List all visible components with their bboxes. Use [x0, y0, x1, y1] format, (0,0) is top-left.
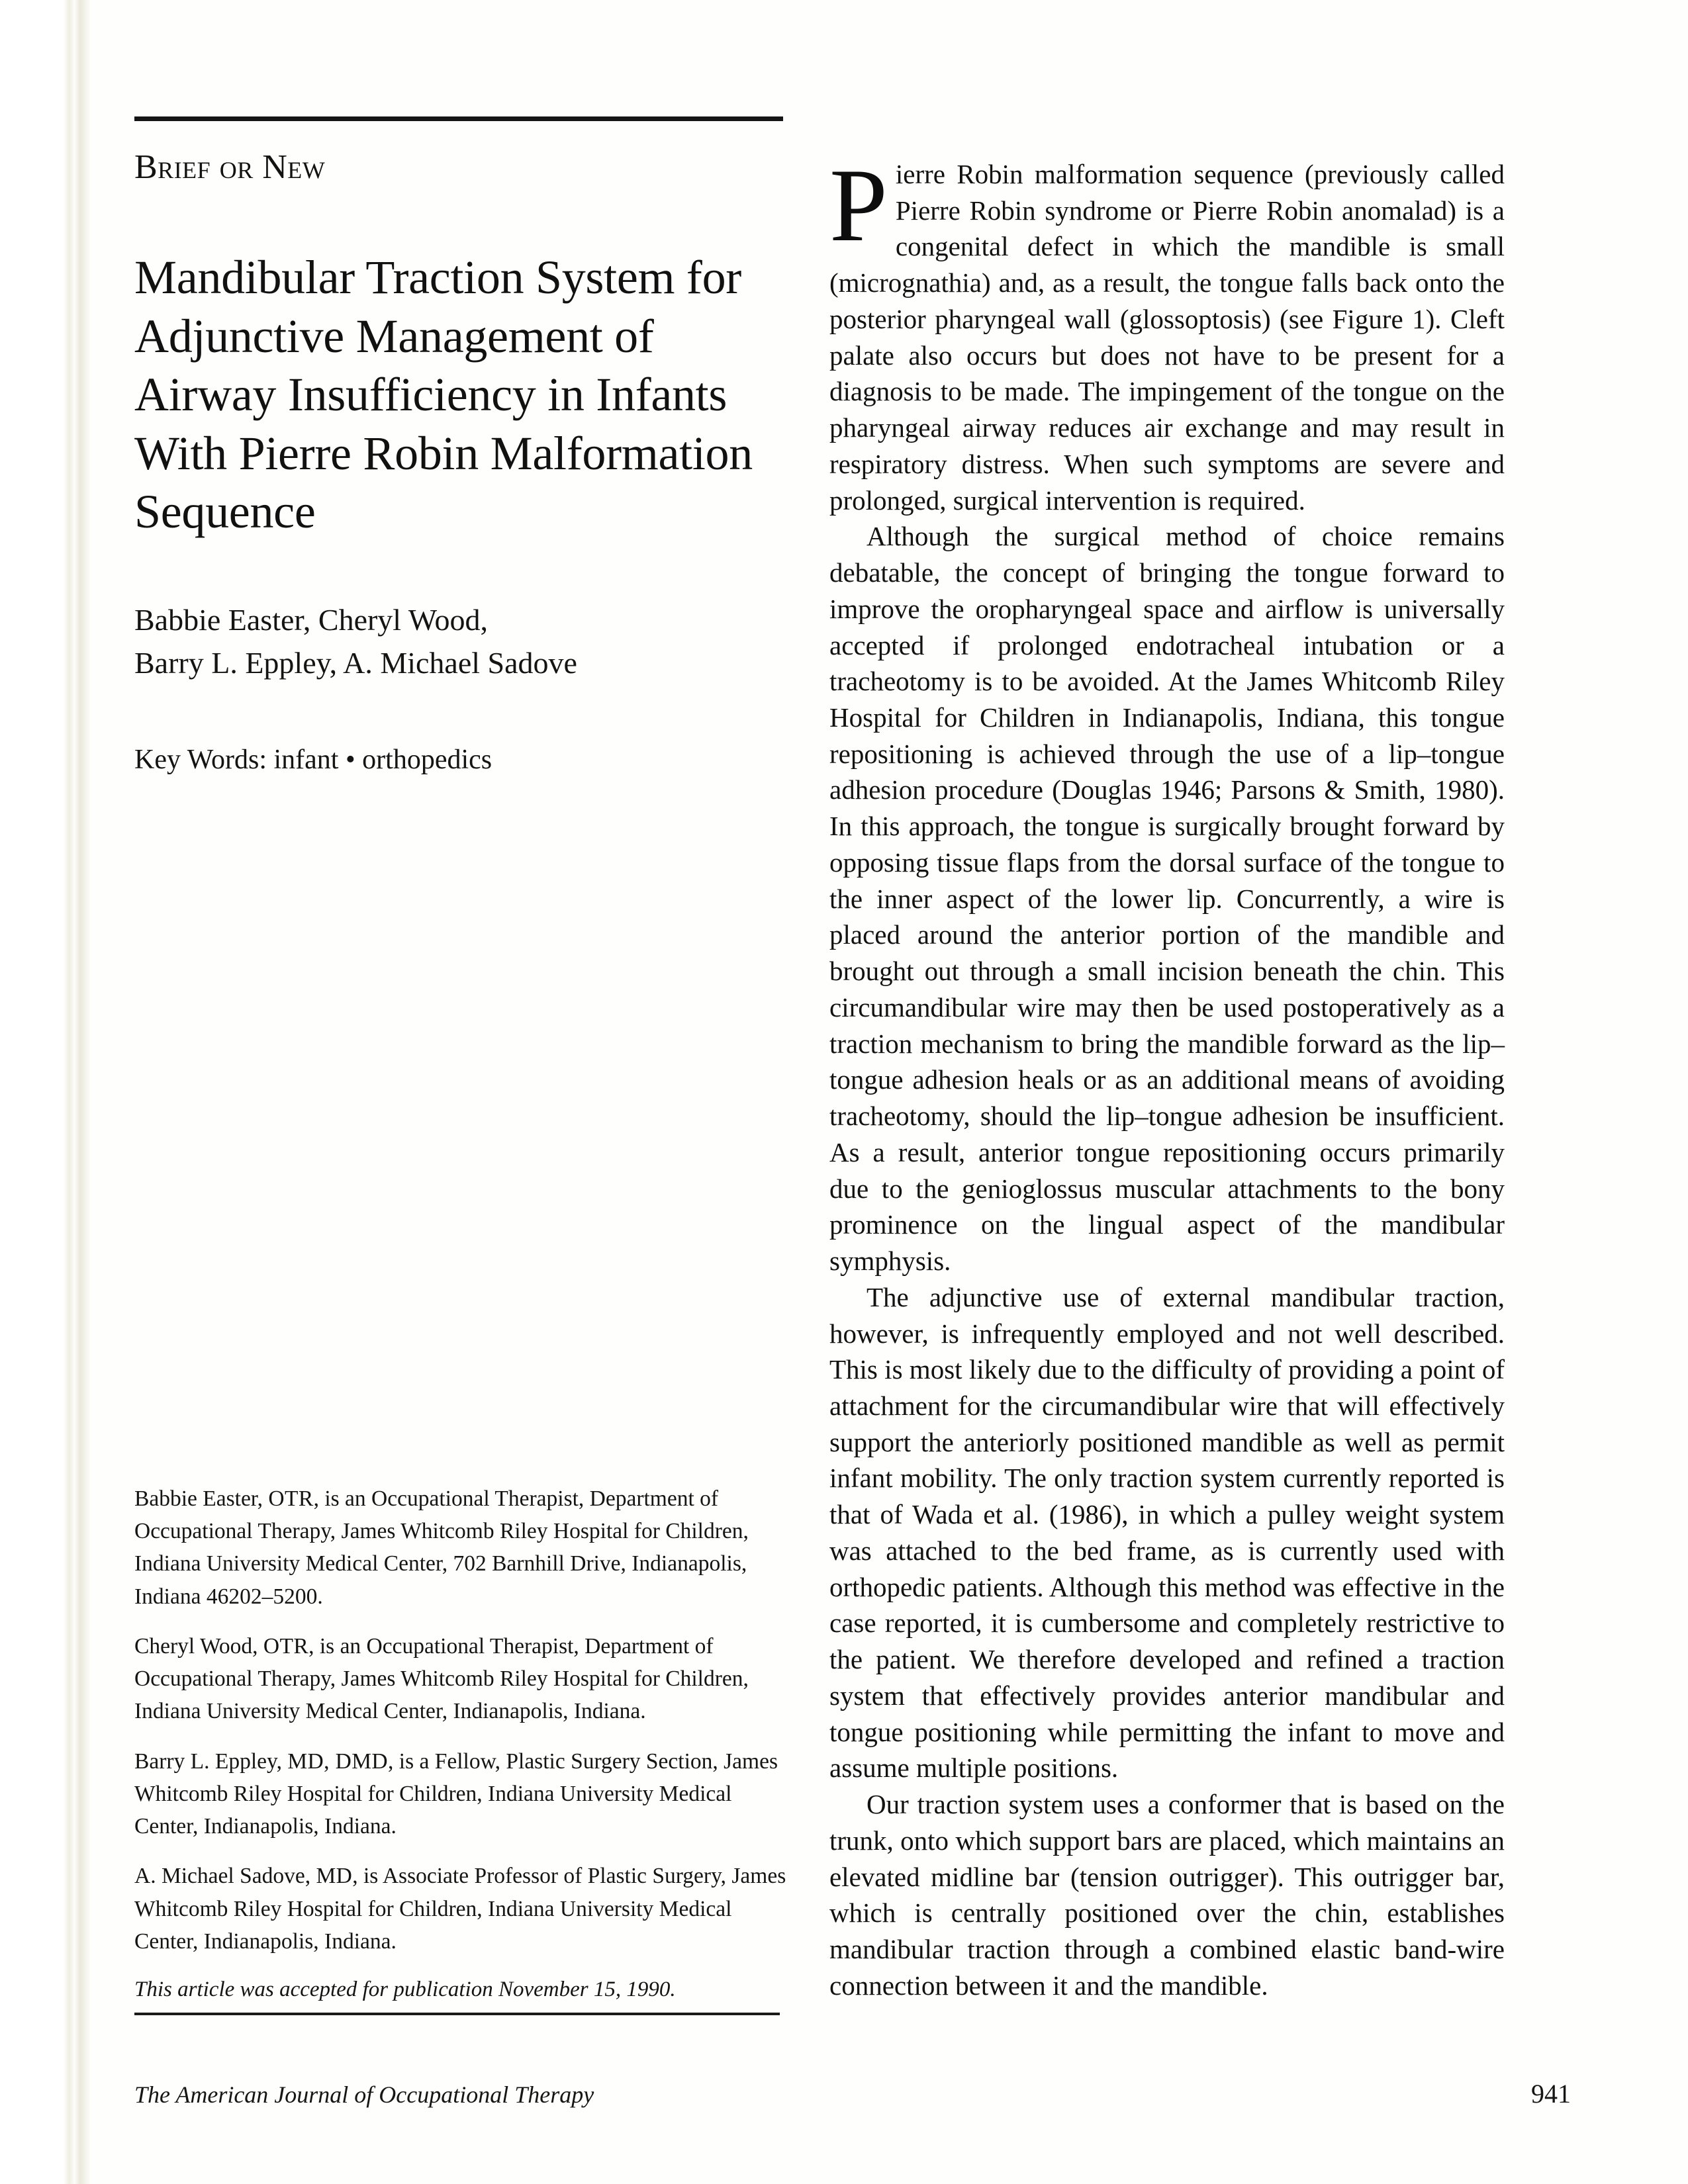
- footnote-credentials: MD, DMD: [287, 1749, 389, 1774]
- author-line-2: Barry L. Eppley, A. Michael Sadove: [134, 646, 577, 680]
- right-column: [829, 148, 1505, 2003]
- page-footer: [134, 2078, 1571, 2109]
- page-left-edge: [0, 0, 64, 2184]
- footnote-author-name: Babbie Easter,: [134, 1486, 263, 1511]
- header-rule: [134, 116, 783, 121]
- footnote-item: [134, 1745, 786, 1843]
- drop-cap: P: [829, 148, 888, 263]
- page-title: Mandibular Traction System for Adjunctive Management of Airway Insufficiency in Infants With Pierre Robin Malformation Sequence: [134, 251, 753, 539]
- keywords-line: Key Words: infant • orthopedics: [134, 745, 492, 776]
- footnote-item: [134, 1860, 786, 1958]
- paragraph-1-text: ierre Robin malformation sequence (previously called Pierre Robin syndrome or Pierre Robin anomalad) is a congenital defect in which the mandible is small (micrognathia) and, as a result, the tongue falls back onto the posterior pharyngeal wall (glossoptosis) (see Figure 1). Cleft palate also occurs but does not have to be present for a diagnosis to be made. The impingement of the tongue on the pharyngeal airway reduces air exchange and may result in respiratory distress. When such symptoms are severe and prolonged, surgical intervention is required.: [829, 159, 1505, 516]
- author-affiliation-footnotes: [134, 1482, 786, 2015]
- footnote-body: , is a Fellow, Plastic Surgery Section, James Whitcomb Riley Hospital for Children, Indiana University Medical Center, Indianapolis, Indiana.: [134, 1749, 778, 1839]
- section-kicker: Brief or New: [134, 148, 326, 186]
- footnote-author-name: A. Michael Sadove,: [134, 1864, 311, 1889]
- body-paragraph-1: [829, 148, 1505, 518]
- acceptance-note: This article was accepted for publication November 15, 1990.: [134, 1978, 676, 2002]
- footnote-body: , is Associate Professor of Plastic Surgery, James Whitcomb Riley Hospital for Children, Indiana University Medical Center, Indianapolis, Indiana.: [134, 1864, 786, 1954]
- left-column: [134, 116, 783, 779]
- footnote-rule: [134, 2013, 780, 2015]
- scan-binding-artifact: [64, 0, 90, 2184]
- author-list: [134, 598, 783, 685]
- body-paragraph-3: The adjunctive use of external mandibular traction, however, is infrequently employed and not well described. This is most likely due to the difficulty of providing a point of attachment for the circumandibular wire that will effectively support the anteriorly positioned mandible as well as permit infant mobility. The only traction system currently reported is that of Wada et al. (1986), in which a pulley weight system was attached to the bed frame, as is currently used with orthopedic patients. Although this method was effective in the case reported, it is cumbersome and completely restrictive to the patient. We therefore developed and refined a traction system that effectively provides anterior mandibular and tongue positioning while permitting the infant to move and assume multiple positions.: [829, 1281, 1505, 1784]
- page-number: 941: [1531, 2079, 1571, 2109]
- footnote-credentials: OTR: [268, 1486, 314, 1511]
- footnote-body: , is an Occupational Therapist, Department of Occupational Therapy, James Whitcomb Riley Hospital for Children, Indiana University Medical Center, Indianapolis, Indiana.: [134, 1633, 749, 1724]
- body-paragraph-2: Although the surgical method of choice remains debatable, the concept of bringing the tongue forward to improve the oropharyngeal space and airflow is universally accepted if prolonged endotracheal intubation or a tracheotomy is to be avoided. At the James Whitcomb Riley Hospital for Children in Indianapolis, Indiana, this tongue repositioning is achieved through the use of a lip–tongue adhesion procedure (Douglas 1946; Parsons & Smith, 1980). In this approach, the tongue is surgically brought forward by opposing tissue flaps from the dorsal surface of the tongue to the inner aspect of the lower lip. Concurrently, a wire is placed around the anterior portion of the mandible and brought out through a small incision beneath the chin. This circumandibular wire may then be used postoperatively as a traction mechanism to bring the mandible forward as the lip–tongue adhesion heals or as an additional means of avoiding tracheotomy, should the lip–tongue adhesion be insufficient. As a result, anterior tongue repositioning occurs primarily due to the genioglossus muscular attachments to the bony prominence on the lingual aspect of the mandibular symphysis.: [829, 521, 1505, 1277]
- footnote-item: [134, 1482, 786, 1613]
- author-line-1: Babbie Easter, Cheryl Wood,: [134, 602, 488, 637]
- footnote-credentials: MD: [316, 1864, 353, 1889]
- journal-title: The American Journal of Occupational Therapy: [134, 2081, 594, 2108]
- footnote-author-name: Cheryl Wood,: [134, 1633, 258, 1659]
- footnote-credentials: OTR: [263, 1633, 309, 1659]
- footnote-body: , is an Occupational Therapist, Department of Occupational Therapy, James Whitcomb Riley Hospital for Children, Indiana University Medical Center, 702 Barnhill Drive, Indianapolis, Indiana 46202–5200.: [134, 1486, 749, 1609]
- footnote-author-name: Barry L. Eppley,: [134, 1749, 282, 1774]
- footnote-item: [134, 1630, 786, 1728]
- body-paragraph-4: Our traction system uses a conformer that is based on the trunk, onto which support bars are placed, which maintains an elevated midline bar (tension outrigger). This outrigger bar, which is centrally positioned over the chin, establishes mandibular traction through a combined elastic band-wire connection between it and the mandible.: [829, 1789, 1505, 2001]
